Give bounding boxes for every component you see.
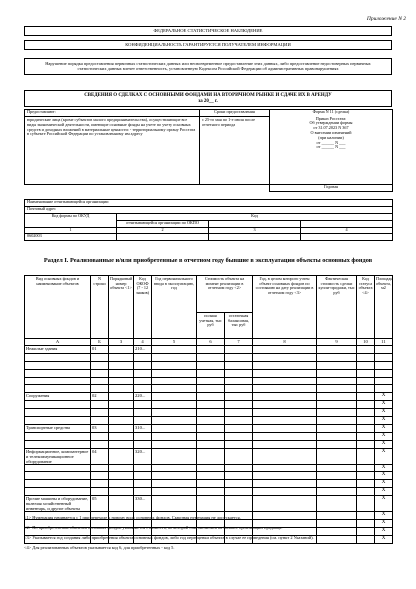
table-row [25, 472, 393, 480]
col-header-serial: Порядковый номер объекта <1> [109, 276, 134, 339]
area-cell[interactable] [375, 346, 393, 354]
value-cell[interactable] [253, 448, 317, 464]
col-header-area: Площадь объекта, м2 [375, 276, 393, 339]
asset-type-cell[interactable] [25, 401, 91, 409]
okof-cell[interactable] [134, 385, 152, 393]
value-cell[interactable] [317, 472, 357, 480]
okof-cell[interactable] [134, 480, 152, 488]
line-number-cell[interactable]: 04 [91, 448, 109, 464]
value-cell[interactable] [109, 488, 134, 496]
value-cell[interactable] [317, 401, 357, 409]
value-cell[interactable] [225, 361, 253, 369]
order-line: от 31.07.2023 N 367 [313, 125, 349, 131]
col-header-year: Год первоначального ввода в эксплуатацию, год [152, 276, 197, 339]
value-cell[interactable] [317, 409, 357, 417]
column-number: 11 [375, 339, 393, 346]
asset-type-cell[interactable] [25, 464, 91, 472]
col-header-okof: Код ОКОФ (7 - 12 знаков) [134, 276, 152, 339]
value-cell[interactable] [225, 353, 253, 361]
table-row [25, 464, 393, 472]
okof-cell[interactable] [134, 432, 152, 440]
value-cell[interactable] [225, 472, 253, 480]
value-cell[interactable] [225, 346, 253, 354]
form-title: СВЕДЕНИЯ О СДЕЛКАХ С ОСНОВНЫМИ ФОНДАМИ НА ВТОРИЧНОМ РЫНКЕ И СДАЧЕ ИХ В АРЕНДУ [84, 93, 332, 98]
code-label: Код [117, 214, 393, 221]
value-cell[interactable] [109, 480, 134, 488]
value-cell[interactable] [197, 369, 225, 377]
deadline-body: с 25-го мая по 1-е июля после отчетного периода [200, 117, 270, 185]
asset-type-cell[interactable]: Прочие машины и оборудование, включая хозяйственный инвентарь, и другие объекты [25, 496, 91, 512]
value-cell[interactable] [253, 369, 317, 377]
order-line: от ______ N ___ [316, 144, 346, 150]
section-title: Раздел I. Реализованные и/или приобретенные в отчетном году бывшие в эксплуатации объекты основных фондов [43, 257, 373, 264]
line-number-cell[interactable] [91, 377, 109, 385]
value-cell[interactable] [225, 409, 253, 417]
area-cell[interactable]: X [375, 464, 393, 472]
okof-cell[interactable] [134, 401, 152, 409]
column-number: 5 [152, 339, 197, 346]
okof-cell[interactable]: 210... [134, 346, 152, 354]
table-row [25, 385, 393, 393]
area-cell[interactable]: X [375, 472, 393, 480]
line-number-cell[interactable] [91, 401, 109, 409]
value-cell[interactable] [253, 464, 317, 472]
column-number: 7 [225, 339, 253, 346]
value-cell[interactable] [152, 353, 197, 361]
org-table [24, 199, 393, 241]
value-cell[interactable] [197, 409, 225, 417]
value-cell[interactable] [253, 361, 317, 369]
line-number-cell[interactable] [91, 417, 109, 425]
value-cell[interactable] [317, 417, 357, 425]
value-cell[interactable] [317, 393, 357, 401]
value-cell[interactable] [357, 401, 375, 409]
value-cell[interactable] [197, 377, 225, 385]
okof-cell[interactable]: 320... [134, 448, 152, 464]
value-cell[interactable] [253, 472, 317, 480]
value-cell[interactable] [109, 401, 134, 409]
value-cell[interactable] [253, 440, 317, 448]
asset-type-cell[interactable] [25, 480, 91, 488]
asset-type-cell[interactable]: Сооружения [25, 393, 91, 401]
okof-cell[interactable]: 310... [134, 424, 152, 432]
value-cell[interactable] [357, 424, 375, 432]
okof-cell[interactable] [134, 472, 152, 480]
value-cell[interactable] [225, 448, 253, 464]
fss-banner [24, 26, 392, 36]
value-cell[interactable] [197, 488, 225, 496]
value-cell[interactable] [357, 440, 375, 448]
area-cell[interactable]: X [375, 488, 393, 496]
value-cell[interactable] [152, 432, 197, 440]
column-number: 10 [357, 339, 375, 346]
warning-banner [24, 58, 392, 75]
value-cell[interactable] [357, 346, 375, 354]
value-cell[interactable] [253, 409, 317, 417]
value-cell[interactable] [152, 480, 197, 488]
value-cell[interactable] [109, 369, 134, 377]
value-cell[interactable] [317, 488, 357, 496]
col-number: 4 [301, 228, 393, 234]
value-cell[interactable] [225, 464, 253, 472]
column-numbers-row [25, 339, 393, 346]
value-cell[interactable] [317, 480, 357, 488]
okof-cell[interactable] [134, 464, 152, 472]
line-number-cell[interactable]: 05 [91, 496, 109, 512]
col-header-cost: Стоимость объекта на момент реализации в отчетном году <2> [197, 276, 253, 313]
value-cell[interactable] [317, 361, 357, 369]
okof-cell[interactable]: 220... [134, 393, 152, 401]
area-cell[interactable]: X [375, 417, 393, 425]
value-cell[interactable] [253, 432, 317, 440]
value-cell[interactable] [152, 401, 197, 409]
area-cell[interactable]: X [375, 535, 393, 543]
asset-type-cell[interactable]: Нежилые здания [25, 346, 91, 354]
value-cell[interactable] [357, 480, 375, 488]
line-number-cell[interactable] [91, 488, 109, 496]
value-cell[interactable] [197, 440, 225, 448]
value-cell[interactable] [152, 377, 197, 385]
value-cell[interactable] [317, 440, 357, 448]
value-cell[interactable] [225, 480, 253, 488]
fss-title: ФЕДЕРАЛЬНОЕ СТАТИСТИЧЕСКОЕ НАБЛЮДЕНИЕ [153, 28, 263, 33]
asset-type-cell[interactable] [25, 472, 91, 480]
line-number-cell[interactable] [91, 361, 109, 369]
value-cell[interactable] [152, 424, 197, 432]
footnotes [24, 515, 392, 555]
value-cell[interactable] [253, 393, 317, 401]
asset-type-cell[interactable] [25, 361, 91, 369]
area-cell[interactable]: X [375, 448, 393, 464]
value-cell[interactable] [109, 472, 134, 480]
value-cell[interactable] [152, 488, 197, 496]
line-number-cell[interactable] [91, 409, 109, 417]
value-cell[interactable] [152, 409, 197, 417]
value-cell[interactable] [253, 488, 317, 496]
value-cell[interactable] [109, 393, 134, 401]
value-cell[interactable] [253, 417, 317, 425]
order-line: от ______ N ___ [316, 139, 346, 145]
okof-cell[interactable] [134, 353, 152, 361]
asset-type-cell[interactable] [25, 488, 91, 496]
value-cell[interactable] [225, 488, 253, 496]
area-cell[interactable]: X [375, 480, 393, 488]
area-cell[interactable]: X [375, 409, 393, 417]
area-cell[interactable]: X [375, 512, 393, 520]
value-cell[interactable] [109, 346, 134, 354]
order-line: (при наличии) [318, 134, 344, 140]
column-number: 6 [197, 339, 225, 346]
form-number: Форма N 11 (сделка) [270, 110, 393, 117]
asset-type-cell[interactable] [25, 432, 91, 440]
value-cell[interactable] [109, 432, 134, 440]
line-number-cell[interactable]: 03 [91, 424, 109, 432]
value-cell[interactable] [225, 417, 253, 425]
value-cell[interactable] [197, 361, 225, 369]
table-row [25, 346, 393, 354]
col-number: 2 [117, 228, 209, 234]
value-cell[interactable] [152, 440, 197, 448]
value-cell[interactable] [152, 346, 197, 354]
value-cell[interactable] [357, 409, 375, 417]
value-cell[interactable] [109, 417, 134, 425]
okof-cell[interactable] [134, 377, 152, 385]
area-cell[interactable]: X [375, 401, 393, 409]
value-cell[interactable] [109, 424, 134, 432]
value-cell[interactable] [357, 393, 375, 401]
value-cell[interactable] [109, 361, 134, 369]
confidentiality-banner [24, 40, 392, 50]
table-row [25, 440, 393, 448]
value-cell[interactable] [197, 480, 225, 488]
order-line: О внесении изменений [310, 129, 352, 135]
table-row [25, 409, 393, 417]
col-header-line: N строки [91, 276, 109, 339]
footnote: <3> Указывается год создания либо приобретения объекта основных фондов, либо год переоценки объекта в случае ее проведения (см. пункт 2 Указаний). [24, 535, 314, 540]
value-cell[interactable] [253, 401, 317, 409]
value-cell[interactable] [109, 448, 134, 464]
value-cell[interactable] [197, 424, 225, 432]
value-cell[interactable] [357, 432, 375, 440]
line-number-cell[interactable] [91, 385, 109, 393]
asset-type-cell[interactable] [25, 353, 91, 361]
col-header-status: Код статуса объекта <4> [357, 276, 375, 339]
line-number-cell[interactable] [91, 369, 109, 377]
order-info [270, 117, 393, 185]
column-number: Б [91, 339, 109, 346]
table-row [25, 361, 393, 369]
value-cell[interactable] [197, 464, 225, 472]
value-cell[interactable] [357, 417, 375, 425]
okof-cell[interactable] [134, 488, 152, 496]
line-number-cell[interactable]: 01 [91, 346, 109, 354]
org-address-label: Почтовый адрес [25, 207, 393, 214]
line-number-cell[interactable] [91, 353, 109, 361]
value-cell[interactable] [225, 393, 253, 401]
value-cell[interactable] [317, 448, 357, 464]
respondents-body: юридические лица (кроме субъектов малого предпринимательства), осуществляющие все виды экономической деятельности, имеющие основные фонды на учете по учету основных средств и доходных вложений в материальные ценности: - территориальному органу Росстата в субъекте Российской Федерации по установленному им адресу [25, 117, 200, 185]
asset-type-cell[interactable]: Информационное, компьютерное и телекоммуникационное оборудование [25, 448, 91, 464]
confidentiality-text: КОНФИДЕНЦИАЛЬНОСТЬ ГАРАНТИРУЕТСЯ ПОЛУЧАТЕЛЕМ ИНФОРМАЦИИ [125, 42, 291, 47]
value-cell[interactable] [225, 385, 253, 393]
value-cell[interactable] [357, 488, 375, 496]
okof-cell[interactable]: 330... [134, 496, 152, 512]
value-cell[interactable] [253, 424, 317, 432]
value-cell[interactable] [357, 496, 375, 512]
line-number-cell[interactable] [91, 480, 109, 488]
column-number: А [25, 339, 91, 346]
area-cell[interactable]: X [375, 440, 393, 448]
okof-cell[interactable] [134, 440, 152, 448]
table-row [25, 377, 393, 385]
line-number-cell[interactable] [91, 440, 109, 448]
value-cell[interactable] [253, 480, 317, 488]
value-cell[interactable] [317, 346, 357, 354]
value-cell[interactable] [197, 385, 225, 393]
table-row [25, 417, 393, 425]
okof-cell[interactable] [134, 361, 152, 369]
area-cell[interactable] [375, 377, 393, 385]
value-cell[interactable] [197, 401, 225, 409]
deadline-header: Сроки предоставления [200, 110, 270, 117]
area-cell[interactable] [375, 385, 393, 393]
value-cell[interactable] [357, 353, 375, 361]
column-number: 9 [317, 339, 357, 346]
value-cell[interactable] [317, 353, 357, 361]
line-number-cell[interactable]: 02 [91, 393, 109, 401]
value-cell[interactable] [317, 464, 357, 472]
value-cell[interactable] [357, 361, 375, 369]
okof-cell[interactable] [134, 417, 152, 425]
column-number: 3 [109, 339, 134, 346]
table-row [25, 353, 393, 361]
table-row [25, 393, 393, 401]
value-cell[interactable] [109, 440, 134, 448]
value-cell[interactable] [152, 417, 197, 425]
order-line: Об утверждении формы [309, 120, 353, 126]
value-cell[interactable] [317, 496, 357, 512]
value-cell[interactable] [253, 353, 317, 361]
table-row [25, 496, 393, 512]
column-number: 8 [253, 339, 317, 346]
respondents-table [24, 109, 393, 192]
value-cell[interactable] [197, 496, 225, 512]
value-cell[interactable] [109, 464, 134, 472]
col-number: 1 [25, 228, 117, 234]
value-cell[interactable] [357, 472, 375, 480]
okof-cell[interactable] [134, 369, 152, 377]
form-title-box [24, 90, 392, 107]
value-cell[interactable] [152, 361, 197, 369]
value-cell[interactable] [253, 385, 317, 393]
table-row [25, 432, 393, 440]
value-cell[interactable] [197, 448, 225, 464]
value-cell[interactable] [109, 353, 134, 361]
value-cell[interactable] [109, 496, 134, 512]
value-cell[interactable] [253, 377, 317, 385]
value-cell[interactable] [197, 417, 225, 425]
footnote: <4> Для реализованных объектов указывается код 6, для приобретенных - код 5. [24, 545, 175, 550]
okpo-label: отчитывающейся организации по ОКПО [117, 221, 209, 228]
value-cell[interactable] [197, 353, 225, 361]
area-cell[interactable]: X [375, 424, 393, 432]
asset-type-cell[interactable] [25, 369, 91, 377]
col-header-type: Вид основных фондов и наименование объектов [25, 276, 91, 339]
value-cell[interactable] [225, 424, 253, 432]
value-cell[interactable] [317, 369, 357, 377]
line-number-cell[interactable] [91, 464, 109, 472]
value-cell[interactable] [225, 432, 253, 440]
table-row [25, 369, 393, 377]
line-number-cell[interactable] [91, 472, 109, 480]
table-row [25, 424, 393, 432]
area-cell[interactable]: X [375, 432, 393, 440]
value-cell[interactable] [152, 385, 197, 393]
table-row [25, 401, 393, 409]
area-cell[interactable] [375, 353, 393, 361]
column-number: 4 [134, 339, 152, 346]
col-header-deal-cost: Фактическая стоимость сделки купли-продажи, тыс руб [317, 276, 357, 339]
value-cell[interactable] [152, 393, 197, 401]
value-cell[interactable] [317, 377, 357, 385]
asset-type-cell[interactable] [25, 377, 91, 385]
form-year: за 20__ г. [198, 99, 218, 104]
value-cell[interactable] [152, 464, 197, 472]
col-header-residual-cost: остаточная балансовая, тыс руб [225, 313, 253, 339]
value-cell[interactable] [357, 464, 375, 472]
col-header-full-cost: полная учетная, тыс руб [197, 313, 225, 339]
value-cell[interactable] [317, 432, 357, 440]
value-cell[interactable] [152, 496, 197, 512]
value-cell[interactable] [109, 409, 134, 417]
footnote: <1> Нумерация начинается с 1 при переходе к новому виду основных фондов. Сквозная нумерация не допускается. [24, 515, 241, 520]
value-cell[interactable] [357, 369, 375, 377]
value-cell[interactable] [357, 377, 375, 385]
value-cell[interactable] [317, 385, 357, 393]
value-cell[interactable] [197, 432, 225, 440]
value-cell[interactable] [253, 496, 317, 512]
respondents-header: Предоставляют: [25, 110, 200, 117]
area-cell[interactable]: X [375, 520, 393, 528]
periodicity: Годовая [270, 185, 393, 192]
okof-cell[interactable] [134, 409, 152, 417]
table-row [25, 448, 393, 464]
area-cell[interactable] [375, 361, 393, 369]
value-cell[interactable] [225, 377, 253, 385]
value-cell[interactable] [253, 346, 317, 354]
col-header-revaluation-year: Год, в целом которого учтен объект основных фондов по состоянию на дату реализации в отчетном году <3> [253, 276, 317, 339]
area-cell[interactable]: X [375, 393, 393, 401]
table-row [25, 488, 393, 496]
value-cell[interactable] [152, 472, 197, 480]
value-cell[interactable] [225, 401, 253, 409]
area-cell[interactable]: X [375, 496, 393, 512]
value-cell[interactable] [152, 448, 197, 464]
value-cell[interactable] [197, 472, 225, 480]
asset-type-cell[interactable]: Транспортные средства [25, 424, 91, 432]
value-cell[interactable] [197, 393, 225, 401]
org-name-label: Наименование отчитывающейся организации [25, 200, 393, 207]
assets-table [24, 275, 393, 544]
value-cell[interactable] [225, 440, 253, 448]
value-cell[interactable] [152, 369, 197, 377]
asset-type-cell[interactable] [25, 385, 91, 393]
value-cell[interactable] [357, 448, 375, 464]
line-number-cell[interactable] [91, 432, 109, 440]
value-cell[interactable] [225, 369, 253, 377]
warning-text: Нарушение порядка предоставления первичных статистических данных или несвоевременное предоставление этих данных, либо предоставление недостоверных первичных статистических данных влечет ответственность, установленную Кодексом Российской Федерации об административных правонарушениях [45, 61, 371, 72]
col-number: 3 [209, 228, 301, 234]
table-row [25, 480, 393, 488]
asset-type-cell[interactable] [25, 440, 91, 448]
value-cell[interactable] [357, 385, 375, 393]
value-cell[interactable] [197, 346, 225, 354]
appendix-label: Приложение N 2 [366, 16, 406, 22]
value-cell[interactable] [109, 385, 134, 393]
area-cell[interactable] [375, 369, 393, 377]
area-cell[interactable]: X [375, 527, 393, 535]
value-cell[interactable] [317, 424, 357, 432]
order-line: Приказ Росстата: [315, 115, 347, 121]
okud-label: Код формы по ОКУД [25, 214, 117, 228]
footnote: <2> По приобретенным объектам основных фондов указывается стоимость, по которой они числились на балансе организации-продавца. [24, 525, 283, 530]
asset-type-cell[interactable] [25, 409, 91, 417]
asset-type-cell[interactable] [25, 417, 91, 425]
value-cell[interactable] [109, 377, 134, 385]
value-cell[interactable] [225, 496, 253, 512]
okud-value: 0602003 [25, 234, 117, 241]
